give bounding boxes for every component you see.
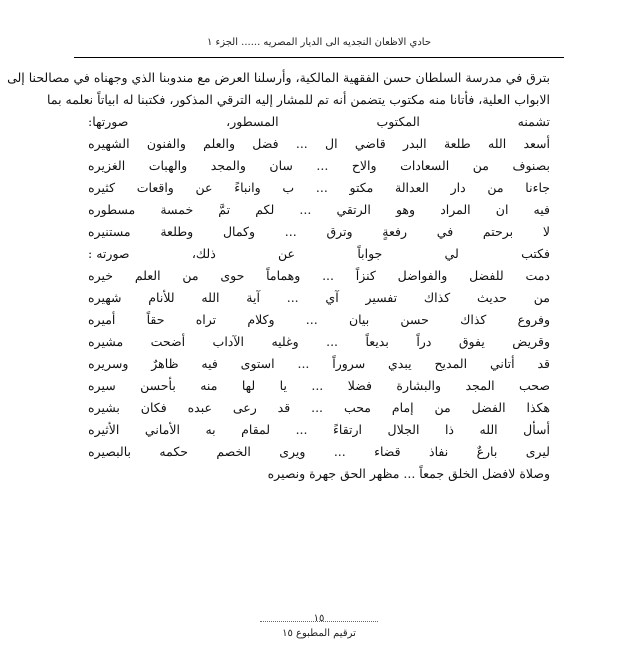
poem-word: عن (278, 246, 296, 261)
poem-word: للأنام (148, 290, 175, 305)
poem-line (88, 155, 550, 177)
poem-word: لا (542, 224, 550, 239)
print-page-caption: ترقيم المطبوع ١٥ (282, 628, 356, 639)
poem-word: وهو (395, 202, 416, 217)
poem-word: واقعات (136, 180, 174, 195)
poem-word: الأماني (144, 422, 180, 437)
poem-word: فيه (201, 356, 218, 371)
poem-word: ذلك، (191, 246, 216, 261)
poem-word: المديح (434, 356, 468, 371)
poem-word: أميره (88, 312, 116, 327)
poem-word: الشهيره (88, 136, 130, 151)
poem-line (88, 133, 550, 155)
poem-word: آية (246, 290, 260, 305)
poem-word: فيه (533, 202, 550, 217)
poem-word: قاضي (354, 136, 386, 151)
poem (88, 133, 550, 463)
poem-word: سان (269, 158, 293, 173)
poem-word: أضحت (150, 334, 186, 349)
poem-word: مشيره (88, 334, 124, 349)
poem-word: يبدي (388, 356, 412, 371)
poem-word: ... (305, 312, 318, 327)
poem-word: من (487, 180, 504, 195)
poem-word: عن (195, 180, 213, 195)
poem-word: ... (326, 334, 339, 349)
poem-word: ... (284, 224, 297, 239)
poem-word: للفضل (469, 268, 504, 283)
poem-word: حديث (476, 290, 507, 305)
poem-word: أتاني (489, 356, 515, 371)
poem-word: نفاذ (429, 444, 449, 459)
poem-word: ليرى (525, 444, 550, 459)
poem-word: تفسير (365, 290, 398, 305)
paragraph-line: تشمنه المكتوب المسطور، صورتها: (88, 114, 550, 129)
poem-word: حقاً (146, 312, 165, 327)
poem-word: مستنيره (88, 224, 131, 239)
poem-word: الله (488, 136, 507, 151)
poem-word: فضلا (347, 378, 372, 393)
poem-word: الله (201, 290, 220, 305)
poem-word: بديعاً (365, 334, 389, 349)
poem-word: ... (297, 356, 310, 371)
poem-word: والهبات (148, 158, 188, 173)
poem-word: آي (325, 290, 339, 305)
paragraph-line: الابواب العلية، فأتانا منه مكتوب يتضمن أنه تم للمشار إليه الترقي المذكور، فكتبنا له ابياتاً نعلمه بما (47, 92, 550, 107)
poem-word: شهيره (88, 290, 122, 305)
poem-word: مكتو (349, 180, 374, 195)
closing-line: وصلاة لافضل الخلق جمعاً ... مظهر الحق جهرة ونصيره (267, 466, 550, 481)
page-body (7, 67, 550, 485)
poem-word: الآداب (212, 334, 244, 349)
poem-word: أسأل (523, 422, 550, 437)
poem-word: وفروع (517, 312, 550, 327)
poem-word: والمجد (210, 158, 246, 173)
poem-word: بشيره (88, 400, 120, 415)
poem-word: والعلم (203, 136, 235, 151)
poem-word: ب (282, 180, 295, 195)
poem-line (88, 287, 550, 309)
poem-word: والاح (351, 158, 377, 173)
poem-word: ويرى (279, 444, 306, 459)
poem-word: والبشارة (396, 378, 442, 393)
poem-word: ذا (444, 422, 454, 437)
poem-word: منه (200, 378, 218, 393)
poem-word: ... (299, 202, 312, 217)
poem-line (88, 309, 550, 331)
poem-word: ... (316, 158, 329, 173)
poem-word: لها (241, 378, 256, 393)
poem-word: دراً (416, 334, 432, 349)
poem-word: سيره (88, 378, 116, 393)
poem-word: من (182, 268, 199, 283)
poem-word: سروراً (332, 356, 366, 371)
poem-word: ... (295, 422, 308, 437)
poem-word: كنزاً (355, 268, 376, 283)
poem-word: صحب (519, 378, 550, 393)
poem-word: خمسة (160, 202, 194, 217)
poem-word: دار (450, 180, 466, 195)
poem-word: تمَّ (218, 202, 231, 217)
poem-word: قد (537, 356, 550, 371)
poem-line (88, 331, 550, 353)
footer-rule (260, 621, 378, 622)
poem-word: الجلال (387, 422, 420, 437)
poem-word: العلم (134, 268, 161, 283)
paragraph-line: بترق في مدرسة السلطان حسن الفقهية المالكية، وأرسلنا العرض مع مندوبنا الذي وجهناه في مصالحنا إلى (7, 70, 550, 85)
poem-word: وكلام (247, 312, 275, 327)
poem-word: حسن (400, 312, 429, 327)
poem-word: بارعٌ (476, 444, 498, 459)
running-header: حادي الاظعان النجديه الى الديار المصريه ...... الجزء ١ (206, 37, 432, 48)
poem-word: في (436, 224, 454, 239)
poem-word: لي (444, 246, 459, 261)
poem-word: الغزيره (88, 158, 126, 173)
poem-word: حوى (220, 268, 245, 283)
poem-word: فكان (140, 400, 167, 415)
poem-word: بأحسن (140, 378, 176, 393)
poem-word: مسطوره (88, 202, 136, 217)
poem-word: صورته : (88, 246, 130, 261)
poem-word: لمقام (241, 422, 271, 437)
poem-word: طلعة (443, 136, 471, 151)
poem-word: وغليه (271, 334, 299, 349)
poem-word: جاءنا (525, 180, 550, 195)
poem-word: كذاك (460, 312, 487, 327)
poem-word: محب (343, 400, 371, 415)
poem-word: وسريره (88, 356, 129, 371)
poem-word: برحتم (482, 224, 514, 239)
poem-word: تراه (195, 312, 217, 327)
poem-word: يفوق (458, 334, 485, 349)
poem-word: جواباً (357, 246, 383, 261)
intro-paragraph (7, 67, 550, 133)
poem-word: بصنوف (512, 158, 550, 173)
poem-word: رفعةٍ (382, 224, 408, 239)
poem-line (88, 177, 550, 199)
poem-word: يا (279, 378, 287, 393)
poem-word: ... (286, 290, 299, 305)
poem-word: المجد (465, 378, 495, 393)
poem-word: المراد (440, 202, 471, 217)
poem-word: فكتب (521, 246, 550, 261)
poem-word: حكمه (159, 444, 188, 459)
poem-word: ال (325, 136, 338, 151)
poem-word: من (434, 400, 451, 415)
poem-word: ... (333, 444, 346, 459)
poem-line (88, 441, 550, 463)
poem-word: كثيره (88, 180, 116, 195)
poem-word: خيره (88, 268, 114, 283)
poem-word: السعادات (400, 158, 450, 173)
poem-word: به (205, 422, 216, 437)
poem-word: عبده (187, 400, 212, 415)
poem-word: العدالة (395, 180, 429, 195)
poem-line (88, 353, 550, 375)
poem-word: الأثيره (88, 422, 120, 437)
poem-word: ظاهرٌ (151, 356, 179, 371)
poem-word: ... (315, 180, 328, 195)
poem-word: رعى (232, 400, 257, 415)
poem-line (88, 265, 550, 287)
poem-word: الرتقي (336, 202, 371, 217)
poem-word: استوى (240, 356, 275, 371)
poem-line (88, 199, 550, 221)
poem-word: أسعد (523, 136, 550, 151)
poem-word: ... (322, 268, 334, 283)
poem-word: هكذا (526, 400, 550, 415)
poem-word: ... (311, 378, 324, 393)
poem-word: كذاك (423, 290, 451, 305)
poem-word: ارتقاءً (333, 422, 363, 437)
poem-word: وهماماً (266, 268, 301, 283)
poem-word: ... (295, 136, 308, 151)
poem-word: والفواضل (397, 268, 448, 283)
poem-word: الله (479, 422, 498, 437)
poem-word: وطلعة (160, 224, 194, 239)
poem-line (88, 419, 550, 441)
poem-word: إمام (391, 400, 414, 415)
poem-word: قضاء (374, 444, 401, 459)
poem-word: ... (311, 400, 324, 415)
poem-line (88, 397, 550, 419)
poem-word: والفنون (146, 136, 186, 151)
poem-word: من (472, 158, 489, 173)
header-rule (74, 57, 564, 58)
poem-word: فضل (252, 136, 279, 151)
poem-word: وانباءً (234, 180, 261, 195)
poem-line (88, 221, 550, 243)
poem-word: الفضل (471, 400, 506, 415)
poem-word: البدر (403, 136, 427, 151)
poem-word: بالبصيره (88, 444, 132, 459)
poem-word: الخصم (216, 444, 251, 459)
poem-word: وترق (326, 224, 353, 239)
poem-line (88, 243, 550, 265)
page-number: ١٥ (313, 613, 325, 624)
poem-word: من (533, 290, 550, 305)
poem-word: دمت (525, 268, 550, 283)
poem-word: قد (277, 400, 291, 415)
poem-word: بيان (348, 312, 370, 327)
poem-word: وكمال (222, 224, 256, 239)
poem-word: وقريض (512, 334, 550, 349)
poem-line (88, 375, 550, 397)
poem-word: ان (495, 202, 509, 217)
poem-word: لكم (255, 202, 275, 217)
